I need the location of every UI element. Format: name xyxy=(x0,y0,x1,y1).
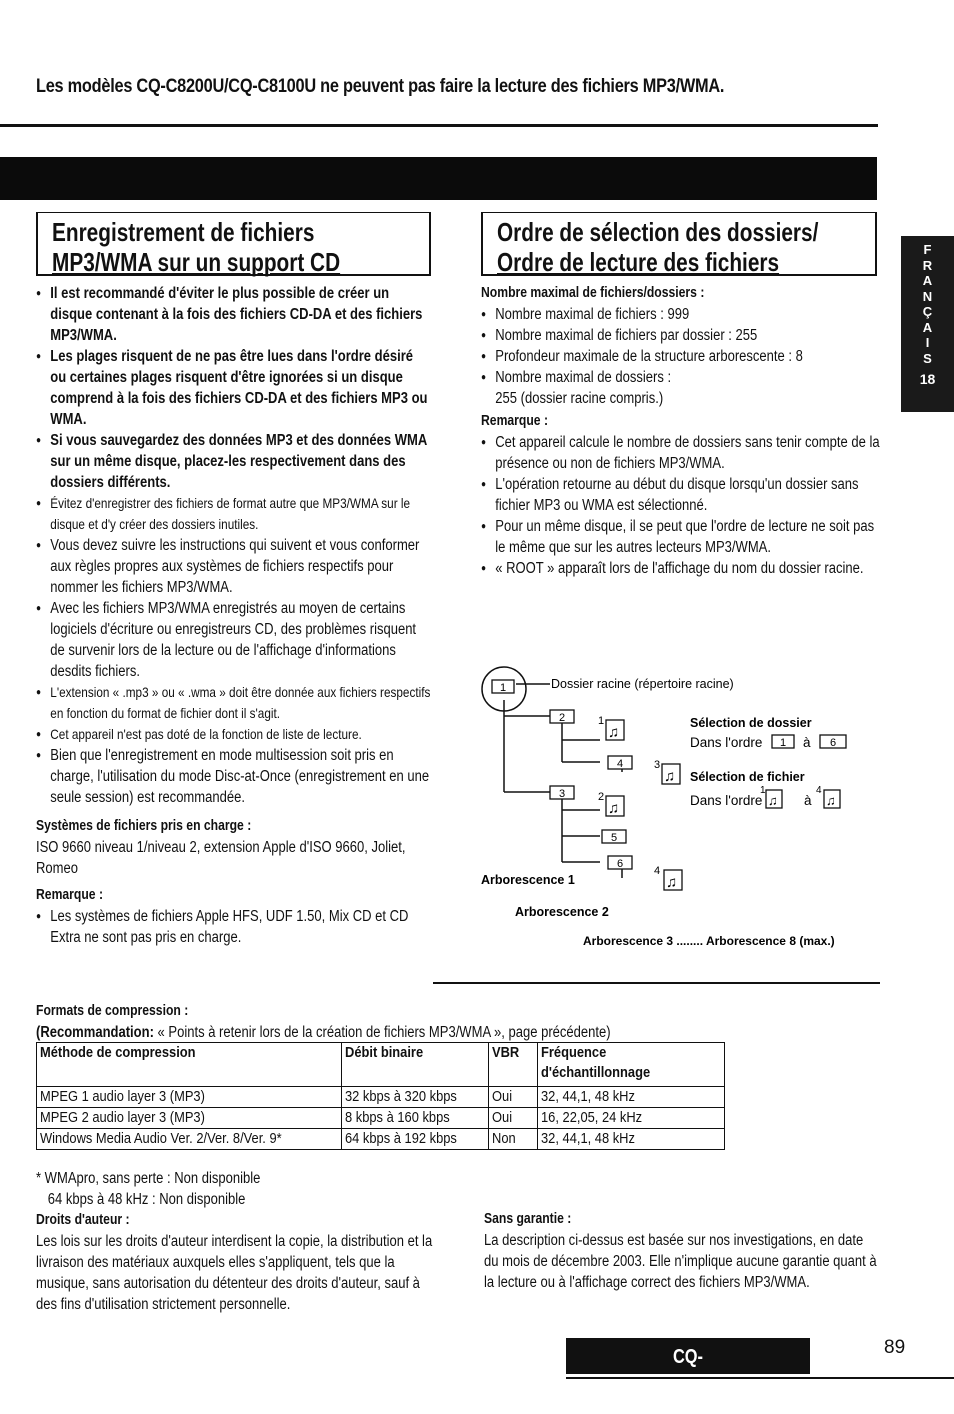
tab-letter: Ç xyxy=(922,304,933,319)
bullet-continuation: 255 (dossier racine compris.) xyxy=(495,390,664,407)
root-label: Dossier racine (répertoire racine) xyxy=(551,677,734,691)
folder-number: 2 xyxy=(558,712,566,724)
column-header: VBR xyxy=(489,1043,538,1087)
table-header-row xyxy=(37,1043,725,1087)
folder-number: 5 xyxy=(610,832,618,844)
section-bar xyxy=(0,157,877,200)
warranty-section xyxy=(484,1209,881,1293)
folder-number: 3 xyxy=(558,788,566,800)
svg-text:♫: ♫ xyxy=(664,768,676,785)
right-column xyxy=(481,283,881,579)
divider xyxy=(566,1377,954,1379)
tab-letter: A xyxy=(922,319,933,335)
title-line: MP3/WMA sur un support CD xyxy=(52,247,341,277)
svg-text:♫: ♫ xyxy=(826,793,836,808)
table-cell: 64 kbps à 192 kbps xyxy=(342,1129,489,1150)
folder-icon xyxy=(608,756,632,770)
music-file-icon xyxy=(654,865,682,891)
folder-number: 6 xyxy=(616,858,624,870)
table-cell: MPEG 1 audio layer 3 (MP3) xyxy=(37,1087,342,1108)
tree-label: Arborescence 3 ........ Arborescence 8 (max.) xyxy=(583,934,835,948)
bullet: ● Cet appareil calcule le nombre de dossiers sans tenir compte de la présence ou non de fichiers MP3/WMA. xyxy=(481,432,881,474)
bullet: ● Avec les fichiers MP3/WMA enregistrés au moyen de certains logiciels d'écriture ou enregistreurs CD, des problèmes risquent de survenir lors de la lecture ou de l'affichage d'informations desdits fichiers. xyxy=(36,598,431,682)
bullet: ● Cet appareil n'est pas doté de la fonction de liste de lecture. xyxy=(36,724,431,745)
column-header: Méthode de compression xyxy=(37,1043,342,1087)
title-line: Enregistrement de fichiers xyxy=(52,217,315,247)
svg-text:♫: ♫ xyxy=(608,800,620,817)
table-cell: Oui xyxy=(489,1108,538,1129)
tab-letter: R xyxy=(922,257,933,273)
max-heading: Nombre maximal de fichiers/dossiers : xyxy=(481,285,705,301)
warranty-heading: Sans garantie : xyxy=(484,1211,572,1227)
warranty-text: La description ci-dessus est basée sur nos investigations, en date du mois de décembre 2003. Elle n'implique aucune garantie quant à la lecture ou à l'affichage correct des fichiers MP3/WMA. xyxy=(484,1232,877,1291)
notes-section xyxy=(36,1168,436,1315)
copyright-text: Les lois sur les droits d'auteur interdisent la copie, la distribution et la livraison des matériaux auxquels elles s'appliquent, tels que la musique, sans autorisation du détenteur des droits d'auteur, sauf à des fins d'utilisation strictement personnelle. xyxy=(36,1233,433,1313)
bullet: ● Évitez d'enregistrer des fichiers de format autre que MP3/WMA sur le disque et d'y créer des dossiers inutiles. xyxy=(36,493,431,535)
tab-number: 18 xyxy=(919,371,936,387)
column-header: Fréquence d'échantillonnage xyxy=(537,1043,724,1087)
tree-label: Arborescence 2 xyxy=(515,905,609,919)
music-file-icon xyxy=(598,715,624,741)
title-line: Ordre de lecture des fichiers xyxy=(497,247,780,277)
svg-text:♫: ♫ xyxy=(608,724,620,741)
left-section-title xyxy=(36,212,431,276)
bullet: ● Nombre maximal de fichiers par dossier : 255 xyxy=(481,325,881,346)
note: * WMApro, sans perte : Non disponible xyxy=(36,1170,261,1187)
folder-icon xyxy=(492,680,514,694)
file-number: 3 xyxy=(654,759,661,771)
svg-text:♫: ♫ xyxy=(768,793,778,808)
folder-icon xyxy=(550,786,574,800)
folder-tree-diagram xyxy=(470,660,890,950)
file-number: 1 xyxy=(760,785,766,796)
file-number: 1 xyxy=(598,715,605,727)
bullet: ● L'extension « .mp3 » ou « .wma » doit être donnée aux fichiers respectifs en fonction du format de fichier dont il s'agit. xyxy=(36,682,431,724)
title-line: Ordre de sélection des dossiers/ xyxy=(497,217,819,247)
file-selection-text: Dans l'ordre xyxy=(690,793,763,808)
left-column xyxy=(36,283,431,948)
folder-selection-heading: Sélection de dossier xyxy=(690,716,812,730)
note: 64 kbps à 48 kHz : Non disponible xyxy=(47,1191,246,1208)
bold-bullet: ● Si vous sauvegardez des données MP3 et des données WMA sur un même disque, placez-les respectivement dans des dossiers différents. xyxy=(36,430,431,493)
table-cell: 32, 44,1, 48 kHz xyxy=(537,1129,724,1150)
recommendation xyxy=(36,1022,736,1043)
page-number: 89 xyxy=(884,1337,906,1358)
table-row xyxy=(37,1108,725,1129)
bullet: ● Bien que l'enregistrement en mode multisession soit pris en charge, l'utilisation du mode Disc-at-Once (enregistrement en une seule session) est recommandée. xyxy=(36,745,431,808)
column-header: Débit binaire xyxy=(342,1043,489,1087)
bullet: ● Profondeur maximale de la structure arborescente : 8 xyxy=(481,346,881,367)
music-file-icon xyxy=(598,791,624,817)
folder-number: 1 xyxy=(779,737,787,749)
tab-letter: F xyxy=(923,242,932,257)
tab-letter: A xyxy=(922,273,933,288)
folder-number: 6 xyxy=(829,737,837,749)
bullet: ● Les systèmes de fichiers Apple HFS, UDF 1.50, Mix CD et CD Extra ne sont pas pris en charge. xyxy=(36,906,431,948)
fs-heading: Systèmes de fichiers pris en charge : xyxy=(36,818,252,834)
bullet: ● Nombre maximal de fichiers : 999 xyxy=(481,304,881,325)
folder-icon xyxy=(550,710,574,724)
file-selection-heading: Sélection de fichier xyxy=(690,770,805,784)
file-number: 4 xyxy=(816,785,822,796)
bullet: ● « ROOT » apparaît lors de l'affichage du nom du dossier racine. xyxy=(481,558,881,579)
model-label: CQ-C8400/8300/8200/8100U xyxy=(596,1346,780,1406)
table-cell: 32 kbps à 320 kbps xyxy=(342,1087,489,1108)
table-cell: MPEG 2 audio layer 3 (MP3) xyxy=(37,1108,342,1129)
folder-icon xyxy=(602,830,626,844)
bullet: ● L'opération retourne au début du disque lorsqu'un dossier sans fichier MP3 ou WMA est sélectionné. xyxy=(481,474,881,516)
model-footer xyxy=(566,1338,810,1406)
file-number: 2 xyxy=(598,791,605,803)
recommendation-label: (Recommandation: xyxy=(36,1024,154,1041)
compression-heading: Formats de compression : xyxy=(36,1003,189,1019)
folder-number: 1 xyxy=(499,682,507,694)
folder-number: 4 xyxy=(616,758,624,770)
connector-text: à xyxy=(804,793,812,808)
divider xyxy=(0,124,878,127)
table-cell: 32, 44,1, 48 kHz xyxy=(537,1087,724,1108)
bold-bullet: ● Il est recommandé d'éviter le plus possible de créer un disque contenant à la fois des fichiers CD-DA et des fichiers MP3/WMA. xyxy=(36,283,431,346)
file-number: 4 xyxy=(654,865,661,877)
connector-text: à xyxy=(803,735,811,750)
table-cell: 16, 22,05, 24 kHz xyxy=(537,1108,724,1129)
recommendation-text: « Points à retenir lors de la création de fichiers MP3/WMA », page précédente) xyxy=(153,1024,611,1041)
folder-icon xyxy=(608,856,632,870)
table-cell: Non xyxy=(489,1129,538,1150)
tree-label: Arborescence 1 xyxy=(481,873,575,887)
bold-bullet: ● Les plages risquent de ne pas être lues dans l'ordre désiré ou certaines plages risquent d'être ignorées si un disque comprend à la fois des fichiers CD-DA et des fichiers MP3 ou WMA. xyxy=(36,346,431,430)
bullet: ● Vous devez suivre les instructions qui suivent et vous conformer aux règles propres aux systèmes de fichiers respectifs pour nommer les fichiers MP3/WMA. xyxy=(36,535,431,598)
remark-heading: Remarque : xyxy=(36,887,104,903)
bullet: ● Nombre maximal de dossiers : xyxy=(481,367,881,388)
language-tab xyxy=(901,236,954,412)
table-cell: Oui xyxy=(489,1087,538,1108)
copyright-heading: Droits d'auteur : xyxy=(36,1212,130,1228)
tab-letter: N xyxy=(922,288,933,304)
fs-text: ISO 9660 niveau 1/niveau 2, extension Apple d'ISO 9660, Joliet, Romeo xyxy=(36,839,406,877)
tab-letter: I xyxy=(925,335,930,350)
compression-section xyxy=(36,1001,736,1043)
table-cell: Windows Media Audio Ver. 2/Ver. 8/Ver. 9* xyxy=(37,1129,342,1150)
top-notice: Les modèles CQ-C8200U/CQ-C8100U ne peuvent pas faire la lecture des fichiers MP3/WMA. xyxy=(36,76,725,97)
divider xyxy=(433,982,880,984)
tab-letter: S xyxy=(923,350,932,366)
table-row xyxy=(37,1129,725,1150)
music-file-icon xyxy=(654,759,680,785)
table-cell: 8 kbps à 160 kbps xyxy=(342,1108,489,1129)
svg-text:♫: ♫ xyxy=(666,874,678,891)
bullet: ● Pour un même disque, il se peut que l'ordre de lecture ne soit pas le même que sur les autres lecteurs MP3/WMA. xyxy=(481,516,881,558)
remark-heading: Remarque : xyxy=(481,413,549,429)
right-section-title xyxy=(481,212,877,276)
compression-table xyxy=(36,1042,725,1150)
folder-selection-text: Dans l'ordre xyxy=(690,735,763,750)
table-row xyxy=(37,1087,725,1108)
